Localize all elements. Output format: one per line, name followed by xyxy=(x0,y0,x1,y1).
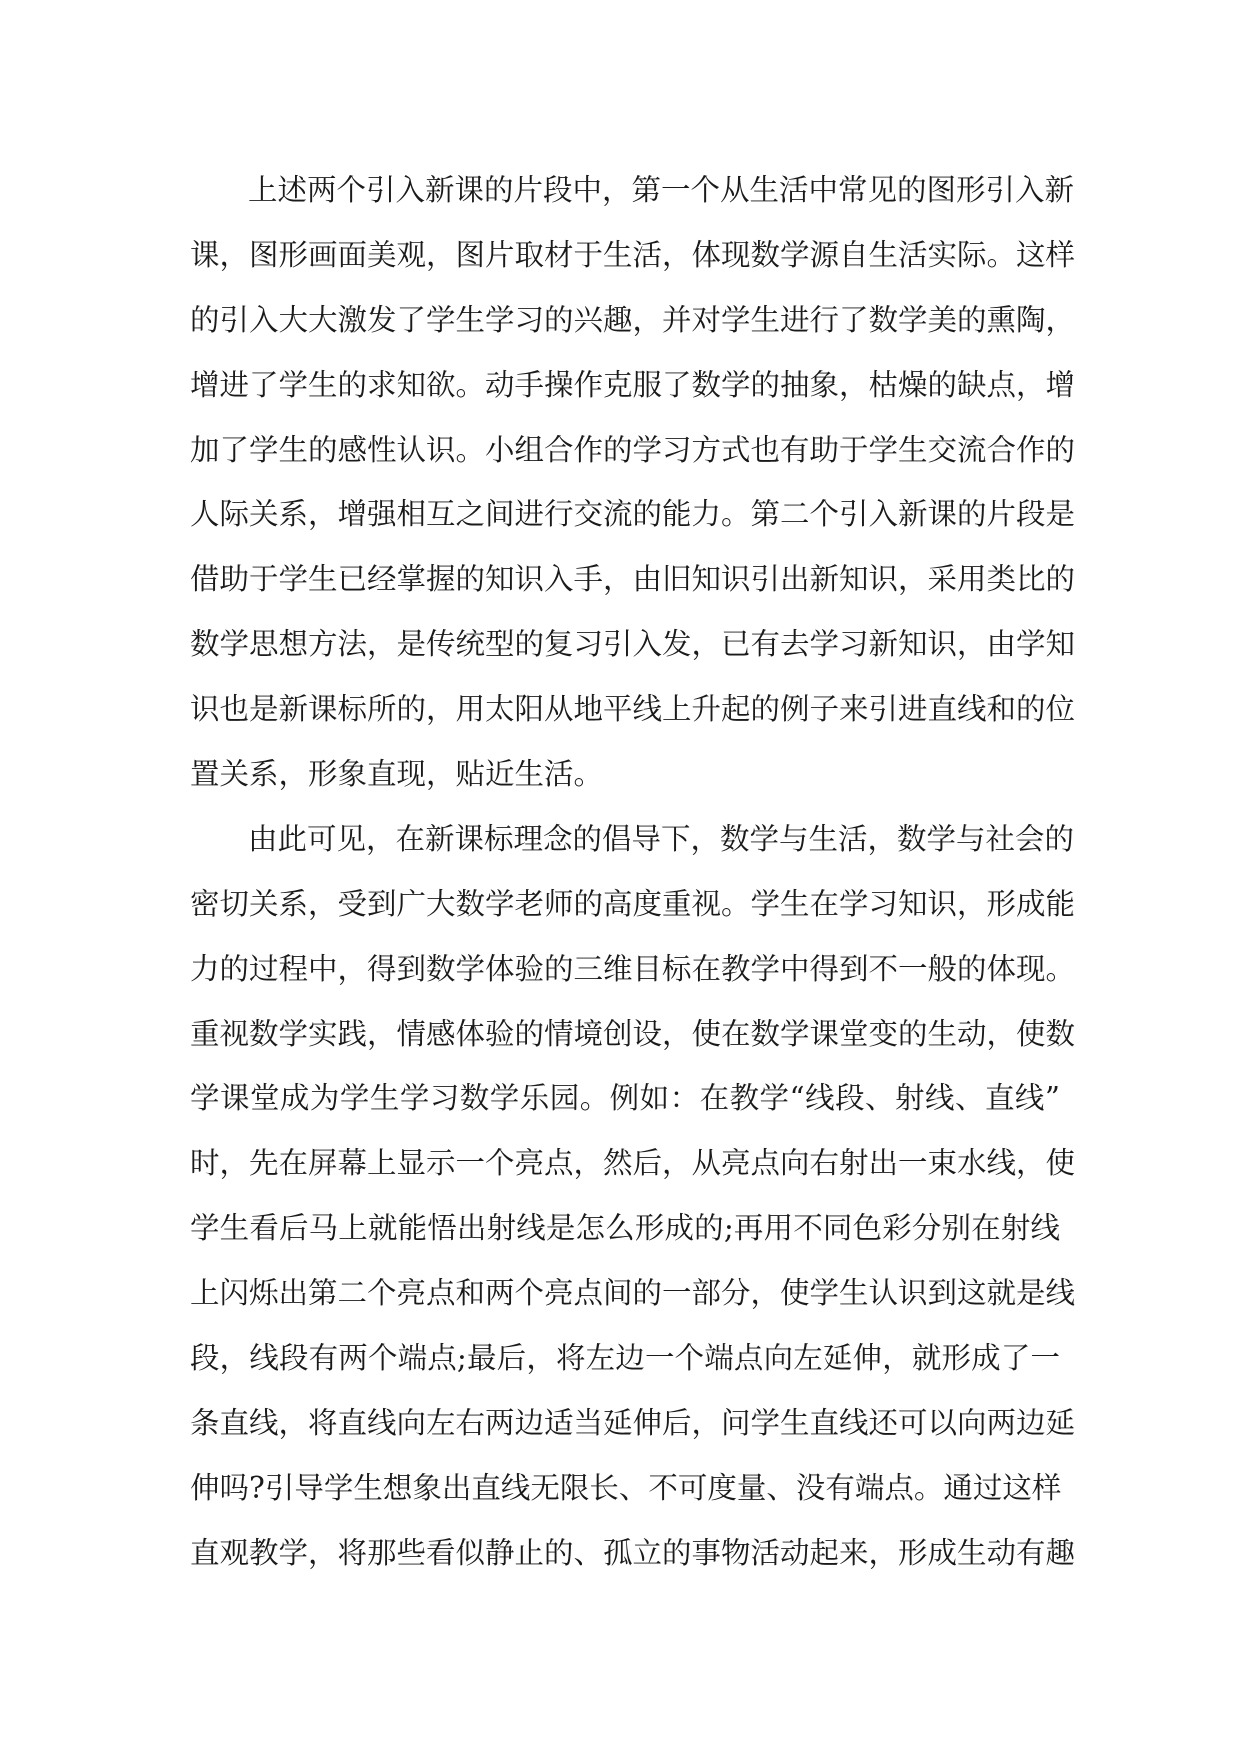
text-line: 时，先在屏幕上显示一个亮点，然后，从亮点向右射出一束水线，使 xyxy=(190,1146,1076,1181)
text-line: 段，线段有两个端点;最后，将左边一个端点向左延伸，就形成了一 xyxy=(190,1341,1060,1376)
text-line: 上述两个引入新课的片段中，第一个从生活中常见的图形引入新 xyxy=(248,173,1075,207)
text-line: 直观教学，将那些看似静止的、孤立的事物活动起来，形成生动有趣 xyxy=(190,1535,1076,1570)
text-line: 的引入大大激发了学生学习的兴趣，并对学生进行了数学美的熏陶， xyxy=(190,302,1076,337)
text-line: 借助于学生已经掌握的知识入手，由旧知识引出新知识，采用类比的 xyxy=(190,562,1076,597)
text-line: 课，图形画面美观，图片取材于生活，体现数学源自生活实际。这样 xyxy=(190,237,1076,272)
text-line: 人际关系，增强相互之间进行交流的能力。第二个引入新课的片段是 xyxy=(190,497,1076,532)
text-line: 由此可见，在新课标理念的倡导下，数学与生活，数学与社会的 xyxy=(248,821,1075,856)
text-line: 重视数学实践，情感体验的情境创设，使在数学课堂变的生动，使数 xyxy=(190,1016,1076,1051)
text-line: 伸吗?引导学生想象出直线无限长、不可度量、没有端点。通过这样 xyxy=(190,1470,1062,1505)
paragraph xyxy=(190,158,1076,807)
text-line: 条直线，将直线向左右两边适当延伸后，问学生直线还可以向两边延 xyxy=(190,1405,1076,1440)
text-line: 数学思想方法，是传统型的复习引入发，已有去学习新知识，由学知 xyxy=(190,627,1076,662)
text-line: 上闪烁出第二个亮点和两个亮点间的一部分，使学生认识到这就是线 xyxy=(190,1276,1076,1311)
paragraph xyxy=(190,807,1076,1586)
body-text xyxy=(190,158,1076,1586)
text-line: 学课堂成为学生学习数学乐园。例如：在教学“线段、射线、直线” xyxy=(190,1081,1060,1116)
text-line: 加了学生的感性认识。小组合作的学习方式也有助于学生交流合作的 xyxy=(190,432,1076,467)
text-line: 增进了学生的求知欲。动手操作克服了数学的抽象，枯燥的缺点，增 xyxy=(190,367,1076,402)
text-line: 学生看后马上就能悟出射线是怎么形成的;再用不同色彩分别在射线 xyxy=(190,1211,1060,1246)
text-line: 力的过程中，得到数学体验的三维目标在教学中得到不一般的体现。 xyxy=(190,951,1076,986)
text-line: 识也是新课标所的，用太阳从地平线上升起的例子来引进直线和的位 xyxy=(190,692,1076,727)
text-line: 密切关系，受到广大数学老师的高度重视。学生在学习知识，形成能 xyxy=(190,886,1076,921)
text-line: 置关系，形象直现，贴近生活。 xyxy=(190,757,604,792)
